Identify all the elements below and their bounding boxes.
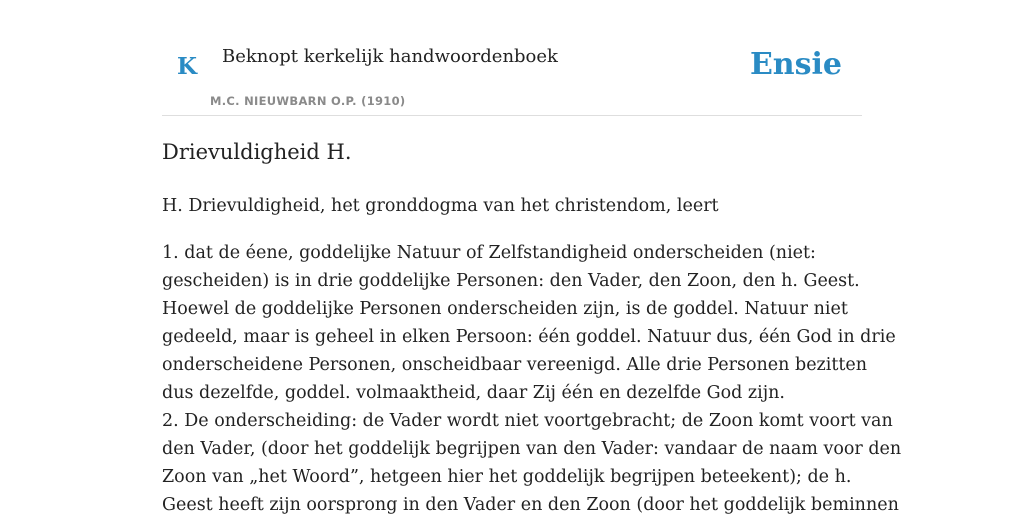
body-line: den Vader, (door het goddelijk begrijpen van den Vader: vandaar de naam voor den (162, 439, 902, 459)
book-title-link[interactable]: Beknopt kerkelijk handwoordenboek (222, 46, 558, 67)
body-line: Hoewel de goddelijke Personen onderscheiden zijn, is de goddel. Natuur niet (162, 299, 848, 319)
article-body (162, 239, 902, 519)
article-title: Drievuldigheid H. (162, 140, 352, 164)
body-line: Geest heeft zijn oorsprong in den Vader en den Zoon (door het goddelijk beminnen (162, 495, 899, 515)
article-intro: H. Drievuldigheid, het gronddogma van het christendom, leert (162, 196, 719, 216)
body-line: dus dezelfde, goddel. volmaaktheid, daar Zij één en dezelfde God zijn. (162, 383, 785, 403)
book-author: M.C. NIEUWBARN O.P. (1910) (210, 94, 406, 108)
body-line: gescheiden) is in drie goddelijke Personen: den Vader, den Zoon, den h. Geest. (162, 271, 860, 291)
body-line: 1. dat de éene, goddelijke Natuur of Zelfstandigheid onderscheiden (niet: (162, 243, 816, 263)
ensie-logo[interactable]: Ensie (749, 47, 842, 82)
book-logo-icon[interactable]: K (177, 53, 197, 80)
page (162, 0, 902, 515)
site-header (162, 0, 862, 116)
body-line: 2. De onderscheiding: de Vader wordt niet voortgebracht; de Zoon komt voort van (162, 411, 893, 431)
body-line: onderscheidene Personen, onscheidbaar vereenigd. Alle drie Personen bezitten (162, 355, 868, 375)
body-line: gedeeld, maar is geheel in elken Persoon: één goddel. Natuur dus, één God in drie (162, 327, 896, 347)
body-line: Zoon van „het Woord”, hetgeen hier het goddelijk begrijpen beteekent); de h. (162, 467, 852, 487)
